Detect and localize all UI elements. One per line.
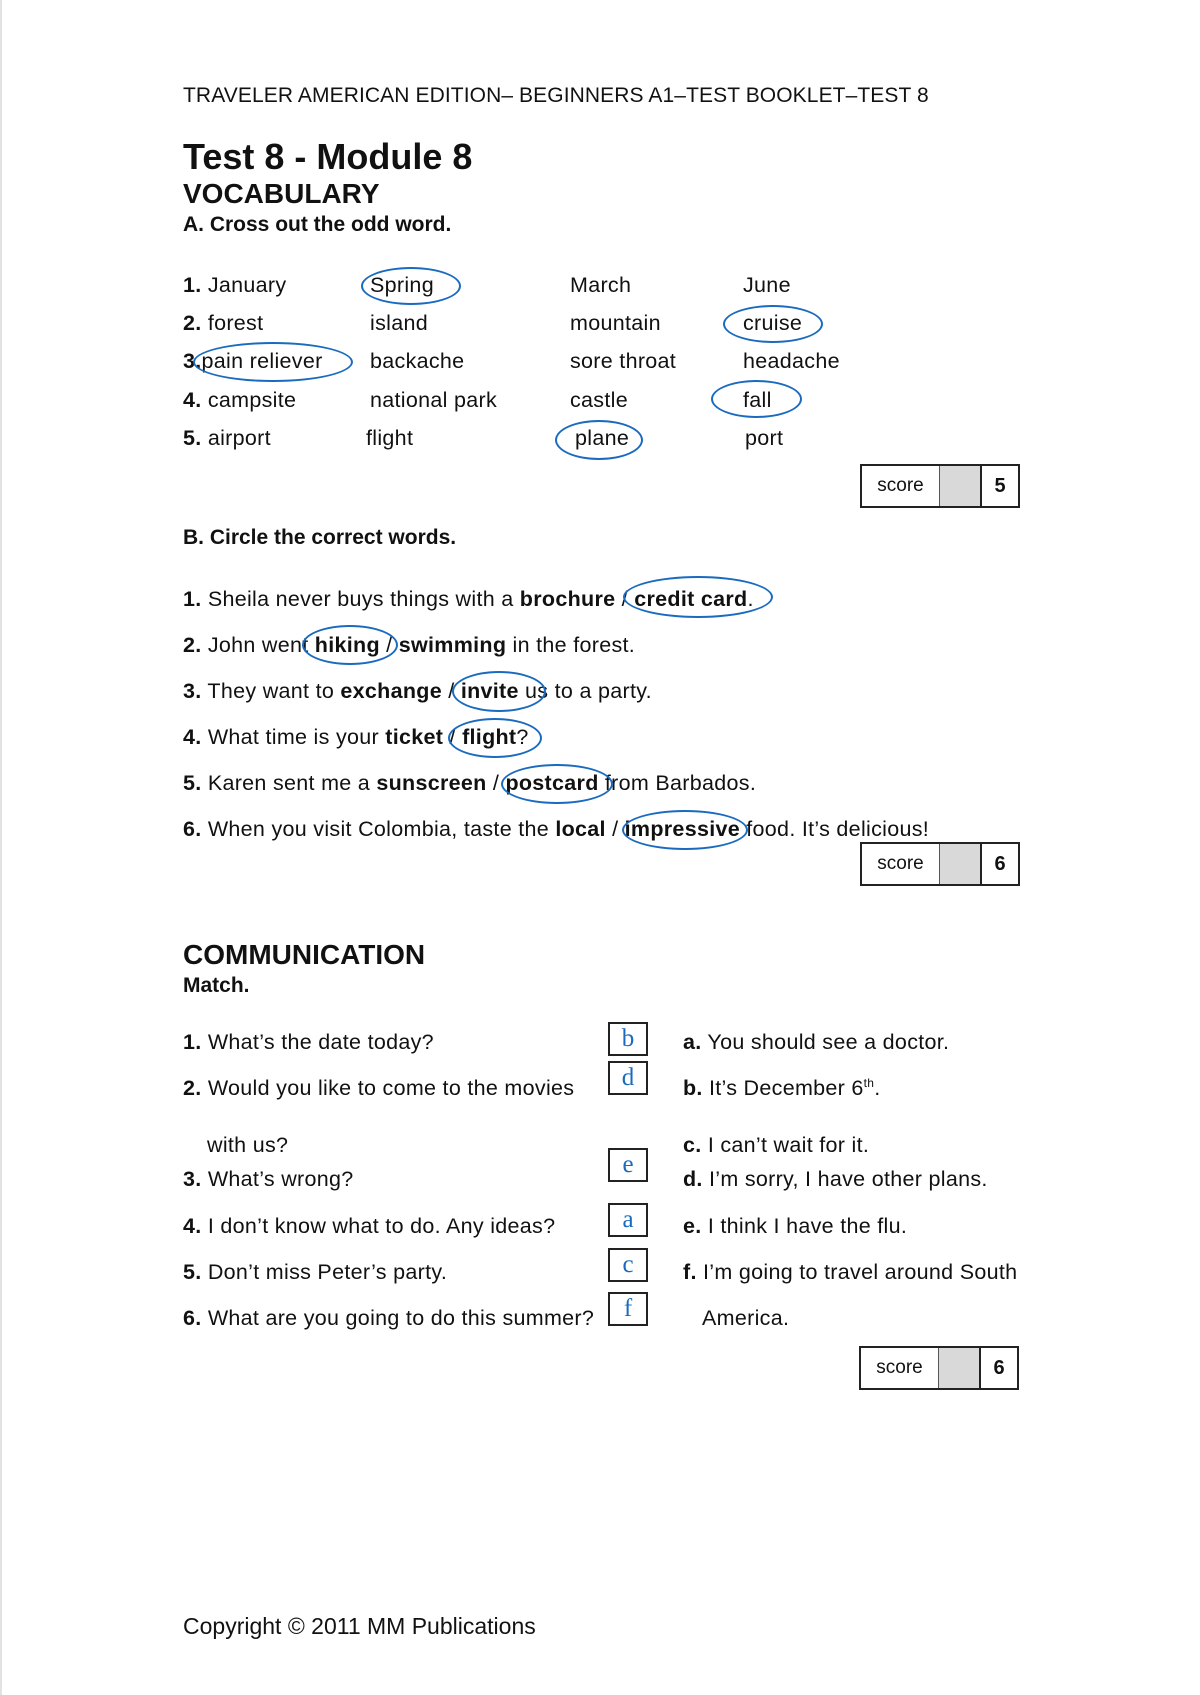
question-2-continued: with us? xyxy=(207,1133,289,1157)
response-letter: b. xyxy=(683,1076,703,1101)
answer-box-2[interactable]: d xyxy=(608,1061,648,1095)
score-box-part-b xyxy=(860,842,1020,886)
response-text: It’s December 6 xyxy=(709,1076,864,1101)
part-b-sentence-4 xyxy=(183,725,529,750)
word[interactable]: backache xyxy=(370,349,465,373)
part-a-row-3 xyxy=(183,349,323,374)
response-text: I’m going to travel around South xyxy=(703,1260,1018,1284)
question-4 xyxy=(183,1214,555,1239)
sentence-text: Karen sent me a xyxy=(207,771,377,795)
score-label: score xyxy=(877,475,924,496)
part-b-sentence-2 xyxy=(183,633,635,658)
vocabulary-heading: VOCABULARY xyxy=(183,178,380,209)
sentence-text: What time is your xyxy=(207,725,386,749)
question-3 xyxy=(183,1167,354,1192)
word[interactable]: port xyxy=(745,426,784,450)
option-word[interactable]: postcard xyxy=(505,771,599,795)
response-d xyxy=(683,1167,988,1192)
item-number: 6. xyxy=(183,1306,202,1330)
score-input[interactable] xyxy=(938,1348,981,1388)
word[interactable]: flight xyxy=(366,426,414,450)
word[interactable]: castle xyxy=(570,388,628,412)
answer-box-5[interactable]: c xyxy=(608,1248,648,1282)
sentence-text: ? xyxy=(516,725,529,749)
sentence-text: from Barbados. xyxy=(598,771,757,795)
word[interactable]: June xyxy=(743,273,791,297)
separator: / xyxy=(605,817,625,841)
item-number: 6. xyxy=(183,817,202,841)
option-word[interactable]: flight xyxy=(462,725,517,749)
word[interactable]: national park xyxy=(370,388,498,412)
word[interactable]: headache xyxy=(743,349,840,373)
item-number: 2. xyxy=(183,1076,202,1100)
sentence-text: When you visit Colombia, taste the xyxy=(207,817,556,841)
part-b-sentence-6 xyxy=(183,817,929,842)
response-letter: d. xyxy=(683,1167,703,1191)
item-number: 5. xyxy=(183,426,202,450)
superscript: th xyxy=(863,1076,875,1090)
separator: / xyxy=(441,679,461,703)
question-1 xyxy=(183,1030,434,1055)
item-number: 3. xyxy=(183,349,202,373)
part-a-row-5 xyxy=(183,426,271,451)
response-letter: e. xyxy=(683,1214,702,1238)
separator: / xyxy=(443,725,463,749)
word[interactable]: plane xyxy=(575,426,630,450)
score-label: score xyxy=(877,853,924,874)
response-f xyxy=(683,1260,1017,1285)
page-header: TRAVELER AMERICAN EDITION– BEGINNERS A1–TEST BOOKLET–TEST 8 xyxy=(183,84,929,107)
item-number: 1. xyxy=(183,273,202,297)
communication-instruction: Match. xyxy=(183,974,250,997)
response-text: I think I have the flu. xyxy=(707,1214,908,1238)
item-number: 4. xyxy=(183,1214,202,1238)
answer-box-4[interactable]: a xyxy=(608,1203,648,1237)
score-max: 6 xyxy=(994,852,1006,875)
score-input[interactable] xyxy=(939,844,982,884)
part-a-row-4 xyxy=(183,388,296,413)
sentence-text: Sheila never buys things with a xyxy=(207,587,520,611)
word[interactable]: pain reliever xyxy=(201,349,323,373)
response-letter: a. xyxy=(683,1030,702,1054)
question-text: What’s wrong? xyxy=(207,1167,354,1191)
question-text: What are you going to do this summer? xyxy=(207,1306,595,1330)
word[interactable]: March xyxy=(570,273,632,297)
separator: / xyxy=(615,587,635,611)
part-a-row-1 xyxy=(183,273,286,298)
item-number: 4. xyxy=(183,725,202,749)
item-number: 1. xyxy=(183,1030,202,1054)
score-box-part-a xyxy=(860,464,1020,508)
score-input[interactable] xyxy=(939,466,982,506)
response-letter: c. xyxy=(683,1133,702,1157)
response-text: I’m sorry, I have other plans. xyxy=(709,1167,988,1191)
score-label: score xyxy=(876,1357,923,1378)
separator: / xyxy=(379,633,399,657)
response-b xyxy=(683,1076,881,1101)
part-b-sentence-1 xyxy=(183,587,754,612)
question-6 xyxy=(183,1306,594,1331)
sentence-text: They want to xyxy=(207,679,341,703)
response-a xyxy=(683,1030,949,1055)
part-b-sentence-3 xyxy=(183,679,652,704)
sentence-text: in the forest. xyxy=(506,633,636,657)
answer-box-6[interactable]: f xyxy=(608,1292,648,1326)
word[interactable]: island xyxy=(370,311,428,335)
sentence-text: food. It’s delicious! xyxy=(740,817,930,841)
word[interactable]: sore throat xyxy=(570,349,677,373)
option-word[interactable]: exchange xyxy=(340,679,442,703)
item-number: 2. xyxy=(183,633,202,657)
option-word[interactable]: local xyxy=(555,817,606,841)
word[interactable]: Spring xyxy=(370,273,434,297)
part-a-row-2 xyxy=(183,311,263,336)
answer-box-3[interactable]: e xyxy=(608,1148,648,1182)
word[interactable]: January xyxy=(207,273,287,297)
item-number: 1. xyxy=(183,587,202,611)
page-title: Test 8 - Module 8 xyxy=(183,136,473,177)
item-number: 4. xyxy=(183,388,202,412)
word[interactable]: fall xyxy=(743,388,772,412)
word[interactable]: forest xyxy=(207,311,264,335)
question-text: What’s the date today? xyxy=(207,1030,434,1054)
part-b-sentence-5 xyxy=(183,771,756,796)
response-f-continued: America. xyxy=(702,1306,790,1330)
item-number: 2. xyxy=(183,311,202,335)
word[interactable]: campsite xyxy=(207,388,297,412)
sentence-text: us to a party. xyxy=(518,679,652,703)
score-max: 6 xyxy=(993,1356,1005,1379)
option-word[interactable]: sunscreen xyxy=(376,771,487,795)
separator: / xyxy=(486,771,506,795)
sentence-text: . xyxy=(747,587,754,611)
sentence-text: John went xyxy=(207,633,315,657)
part-a-instruction: A. Cross out the odd word. xyxy=(183,213,452,236)
response-text: I can’t wait for it. xyxy=(707,1133,870,1157)
question-text: Would you like to come to the movies xyxy=(207,1076,575,1100)
option-word[interactable]: hiking xyxy=(314,633,380,657)
answer-box-1[interactable]: b xyxy=(608,1022,648,1056)
communication-heading: COMMUNICATION xyxy=(183,939,426,970)
word[interactable]: airport xyxy=(207,426,271,450)
response-text-end: . xyxy=(874,1076,881,1101)
question-text: I don’t know what to do. Any ideas? xyxy=(207,1214,556,1238)
question-5 xyxy=(183,1260,447,1285)
option-word[interactable]: invite xyxy=(460,679,519,703)
option-word[interactable]: impressive xyxy=(624,817,740,841)
question-text: Don’t miss Peter’s party. xyxy=(207,1260,448,1284)
item-number: 5. xyxy=(183,1260,202,1284)
response-e xyxy=(683,1214,907,1239)
question-2 xyxy=(183,1076,574,1101)
word[interactable]: cruise xyxy=(743,311,803,335)
item-number: 3. xyxy=(183,679,202,703)
option-word[interactable]: credit card xyxy=(634,587,748,611)
response-letter: f. xyxy=(683,1260,697,1284)
option-word[interactable]: brochure xyxy=(519,587,616,611)
option-word[interactable]: ticket xyxy=(385,725,444,749)
option-word[interactable]: swimming xyxy=(398,633,507,657)
copyright-footer: Copyright © 2011 MM Publications xyxy=(183,1613,536,1639)
response-c xyxy=(683,1133,869,1158)
response-text: You should see a doctor. xyxy=(707,1030,950,1054)
page-edge xyxy=(0,0,2,1695)
word[interactable]: mountain xyxy=(570,311,661,335)
part-b-instruction: B. Circle the correct words. xyxy=(183,526,457,549)
score-max: 5 xyxy=(994,474,1006,497)
item-number: 5. xyxy=(183,771,202,795)
item-number: 3. xyxy=(183,1167,202,1191)
score-box-communication xyxy=(859,1346,1019,1390)
